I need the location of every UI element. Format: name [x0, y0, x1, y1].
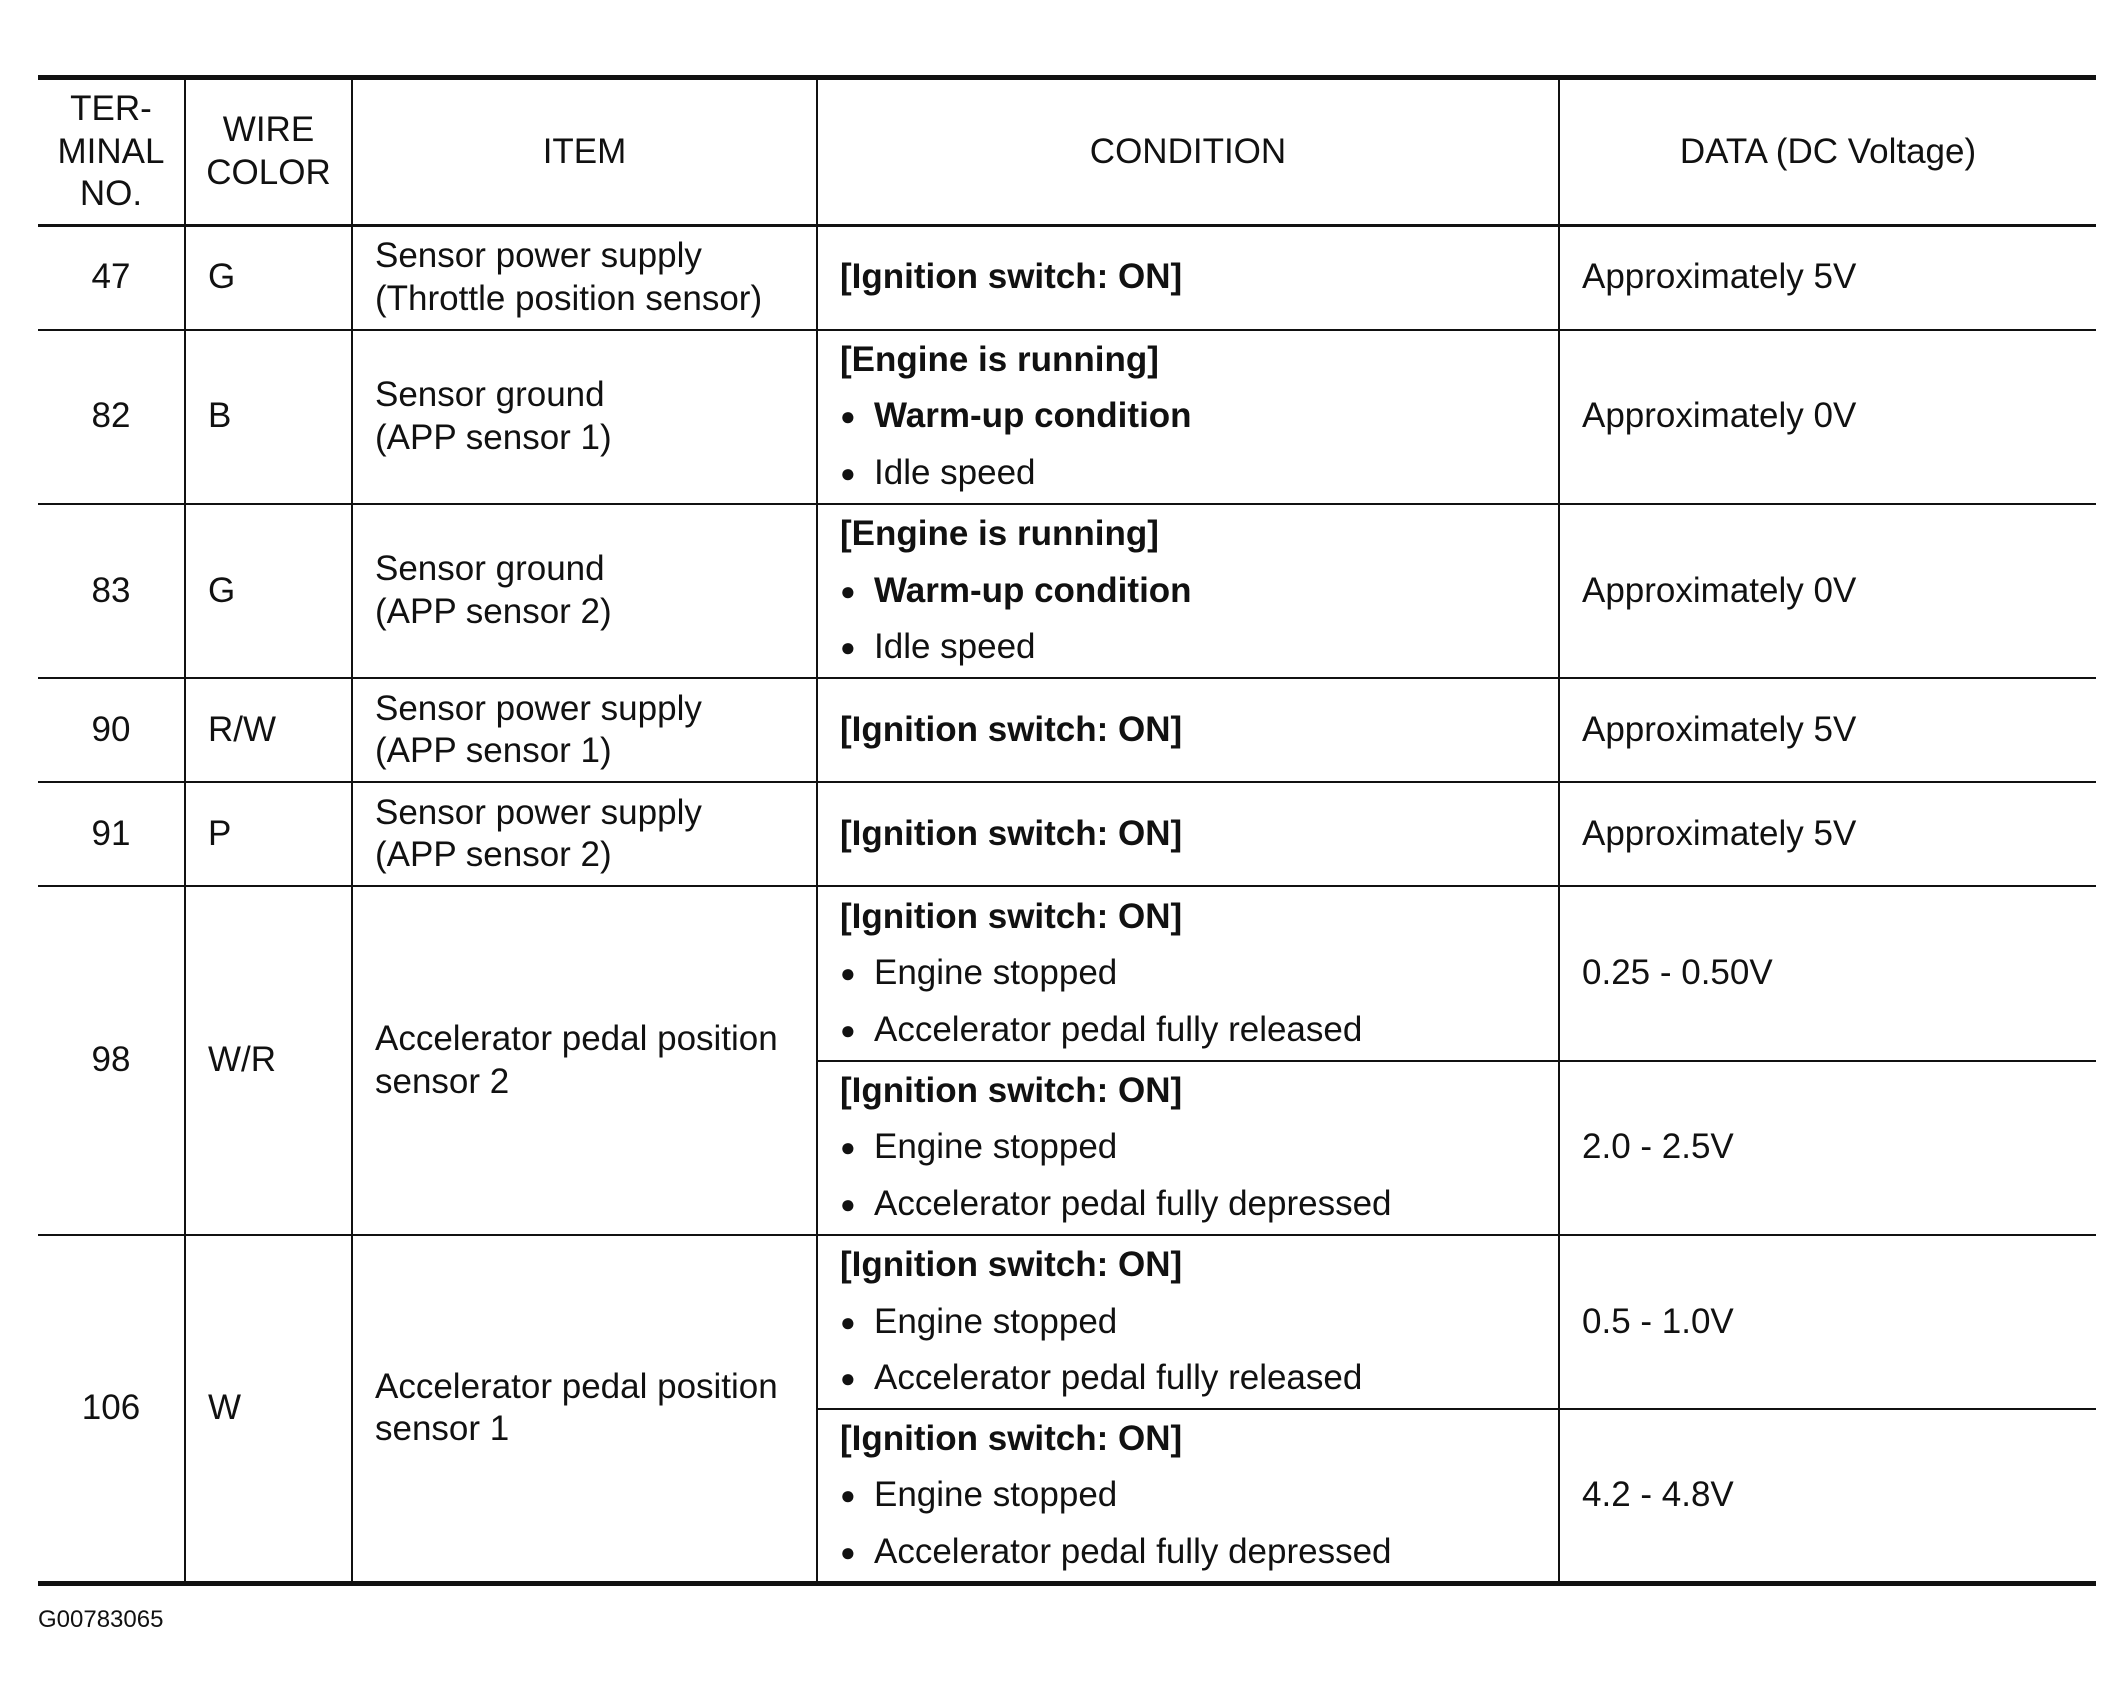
- item-text-line: (Throttle position sensor): [375, 278, 763, 318]
- table-row: [38, 1235, 2096, 1409]
- bullet-icon: [840, 395, 874, 438]
- wire-color-cell: B: [185, 330, 352, 504]
- bullet-icon: [840, 1183, 874, 1226]
- terminal-no-cell: 47: [38, 226, 185, 330]
- condition-header: [Engine is running]: [840, 513, 1159, 553]
- item-text-line: Sensor power supply: [375, 688, 702, 728]
- bullet-icon: [840, 1474, 874, 1517]
- item-cell: [352, 782, 817, 886]
- header-data: DATA (DC Voltage): [1559, 78, 2096, 226]
- table-row: [38, 330, 2096, 504]
- condition-bullet-text: Engine stopped: [874, 1475, 1118, 1515]
- item-text-line: Accelerator pedal position: [375, 1366, 778, 1406]
- condition-bullet-item: [840, 1357, 1558, 1400]
- terminal-no-cell: 106: [38, 1235, 185, 1584]
- condition-header: [Ignition switch: ON]: [840, 1070, 1183, 1110]
- data-voltage-cell: 4.2 - 4.8V: [1559, 1409, 2096, 1583]
- table-body: [38, 226, 2096, 1584]
- item-cell: [352, 504, 817, 678]
- condition-bullet-item: [840, 952, 1558, 995]
- condition-cell: [817, 226, 1559, 330]
- header-condition: CONDITION: [817, 78, 1559, 226]
- condition-header: [Ignition switch: ON]: [840, 814, 1183, 853]
- condition-cell: [817, 1061, 1559, 1235]
- item-cell: [352, 886, 817, 1235]
- item-cell: [352, 330, 817, 504]
- condition-bullet-text: Warm-up condition: [874, 570, 1192, 610]
- condition-bullet-text: Engine stopped: [874, 1301, 1118, 1341]
- item-text-line: Sensor ground: [375, 375, 605, 415]
- bullet-icon: [840, 1357, 874, 1400]
- condition-bullet-item: [840, 1126, 1558, 1169]
- condition-header: [Ignition switch: ON]: [840, 709, 1183, 749]
- condition-bullet-item: [840, 1531, 1558, 1574]
- bullet-icon: [840, 570, 874, 613]
- condition-header: [Ignition switch: ON]: [840, 1245, 1183, 1285]
- condition-header: [Ignition switch: ON]: [840, 257, 1183, 297]
- data-voltage-cell: 0.25 - 0.50V: [1559, 886, 2096, 1060]
- condition-header: [Engine is running]: [840, 339, 1159, 379]
- terminal-data-table: [38, 75, 2096, 1586]
- item-text-line: sensor 1: [375, 1409, 510, 1449]
- data-voltage-cell: Approximately 5V: [1559, 678, 2096, 782]
- condition-bullet-item: [840, 1474, 1558, 1517]
- wire-color-cell: P: [185, 782, 352, 886]
- condition-header: [Ignition switch: ON]: [840, 1418, 1183, 1458]
- condition-bullet-item: [840, 570, 1558, 613]
- terminal-no-cell: 90: [38, 678, 185, 782]
- table-row: [38, 782, 2096, 886]
- bullet-icon: [840, 1009, 874, 1052]
- data-voltage-cell: 0.5 - 1.0V: [1559, 1235, 2096, 1409]
- item-text-line: (APP sensor 1): [375, 417, 612, 457]
- terminal-no-cell: 91: [38, 782, 185, 886]
- table-row: [38, 678, 2096, 782]
- condition-cell: [817, 504, 1559, 678]
- table-row: [38, 226, 2096, 330]
- wire-color-cell: W: [185, 1235, 352, 1584]
- data-voltage-cell: 2.0 - 2.5V: [1559, 1061, 2096, 1235]
- item-text-line: Accelerator pedal position: [375, 1018, 778, 1058]
- bullet-icon: [840, 952, 874, 995]
- condition-bullet-text: Idle speed: [874, 627, 1036, 667]
- item-text-line: Sensor power supply: [375, 236, 702, 276]
- terminal-no-cell: 83: [38, 504, 185, 678]
- condition-bullet-item: [840, 452, 1558, 495]
- condition-bullet-item: [840, 626, 1558, 669]
- item-cell: [352, 1235, 817, 1584]
- wire-color-cell: R/W: [185, 678, 352, 782]
- condition-cell: [817, 1235, 1559, 1409]
- condition-cell: [817, 330, 1559, 504]
- condition-header: [Ignition switch: ON]: [840, 896, 1183, 936]
- bullet-icon: [840, 1301, 874, 1344]
- condition-bullet-text: Accelerator pedal fully released: [874, 1358, 1363, 1398]
- header-wire-color: WIRE COLOR: [185, 78, 352, 226]
- condition-cell: [817, 1409, 1559, 1583]
- wire-color-cell: G: [185, 226, 352, 330]
- item-cell: [352, 678, 817, 782]
- condition-bullet-text: Accelerator pedal fully released: [874, 1009, 1363, 1049]
- data-voltage-cell: Approximately 5V: [1559, 226, 2096, 330]
- data-voltage-cell: Approximately 0V: [1559, 330, 2096, 504]
- condition-bullet-text: Accelerator pedal fully depressed: [874, 1531, 1392, 1571]
- item-text-line: sensor 2: [375, 1061, 510, 1101]
- header-terminal-no: TER- MINAL NO.: [38, 78, 185, 226]
- condition-cell: [817, 782, 1559, 886]
- bullet-icon: [840, 1531, 874, 1574]
- data-voltage-cell: Approximately 0V: [1559, 504, 2096, 678]
- condition-bullet-text: Engine stopped: [874, 953, 1118, 993]
- condition-bullet-text: Idle speed: [874, 453, 1036, 493]
- condition-cell: [817, 678, 1559, 782]
- item-text-line: (APP sensor 2): [375, 592, 612, 632]
- item-cell: [352, 226, 817, 330]
- bullet-icon: [840, 626, 874, 669]
- data-voltage-cell: Approximately 5V: [1559, 782, 2096, 886]
- header-item: ITEM: [352, 78, 817, 226]
- terminal-no-cell: 82: [38, 330, 185, 504]
- condition-bullet-item: [840, 1009, 1558, 1052]
- wire-color-cell: W/R: [185, 886, 352, 1235]
- condition-bullet-item: [840, 1183, 1558, 1226]
- bullet-icon: [840, 1126, 874, 1169]
- condition-cell: [817, 886, 1559, 1060]
- condition-bullet-item: [840, 1301, 1558, 1344]
- item-text-line: Sensor ground: [375, 549, 605, 589]
- condition-bullet-text: Warm-up condition: [874, 396, 1192, 436]
- bullet-icon: [840, 452, 874, 495]
- table-row: [38, 504, 2096, 678]
- item-text-line: (APP sensor 2): [375, 835, 612, 875]
- condition-bullet-text: Accelerator pedal fully depressed: [874, 1184, 1392, 1224]
- condition-bullet-text: Engine stopped: [874, 1127, 1118, 1167]
- terminal-no-cell: 98: [38, 886, 185, 1235]
- figure-code: G00783065: [38, 1606, 164, 1633]
- wire-color-cell: G: [185, 504, 352, 678]
- item-text-line: (APP sensor 1): [375, 731, 612, 771]
- table-row: [38, 886, 2096, 1060]
- item-text-line: Sensor power supply: [375, 792, 702, 832]
- condition-bullet-item: [840, 395, 1558, 438]
